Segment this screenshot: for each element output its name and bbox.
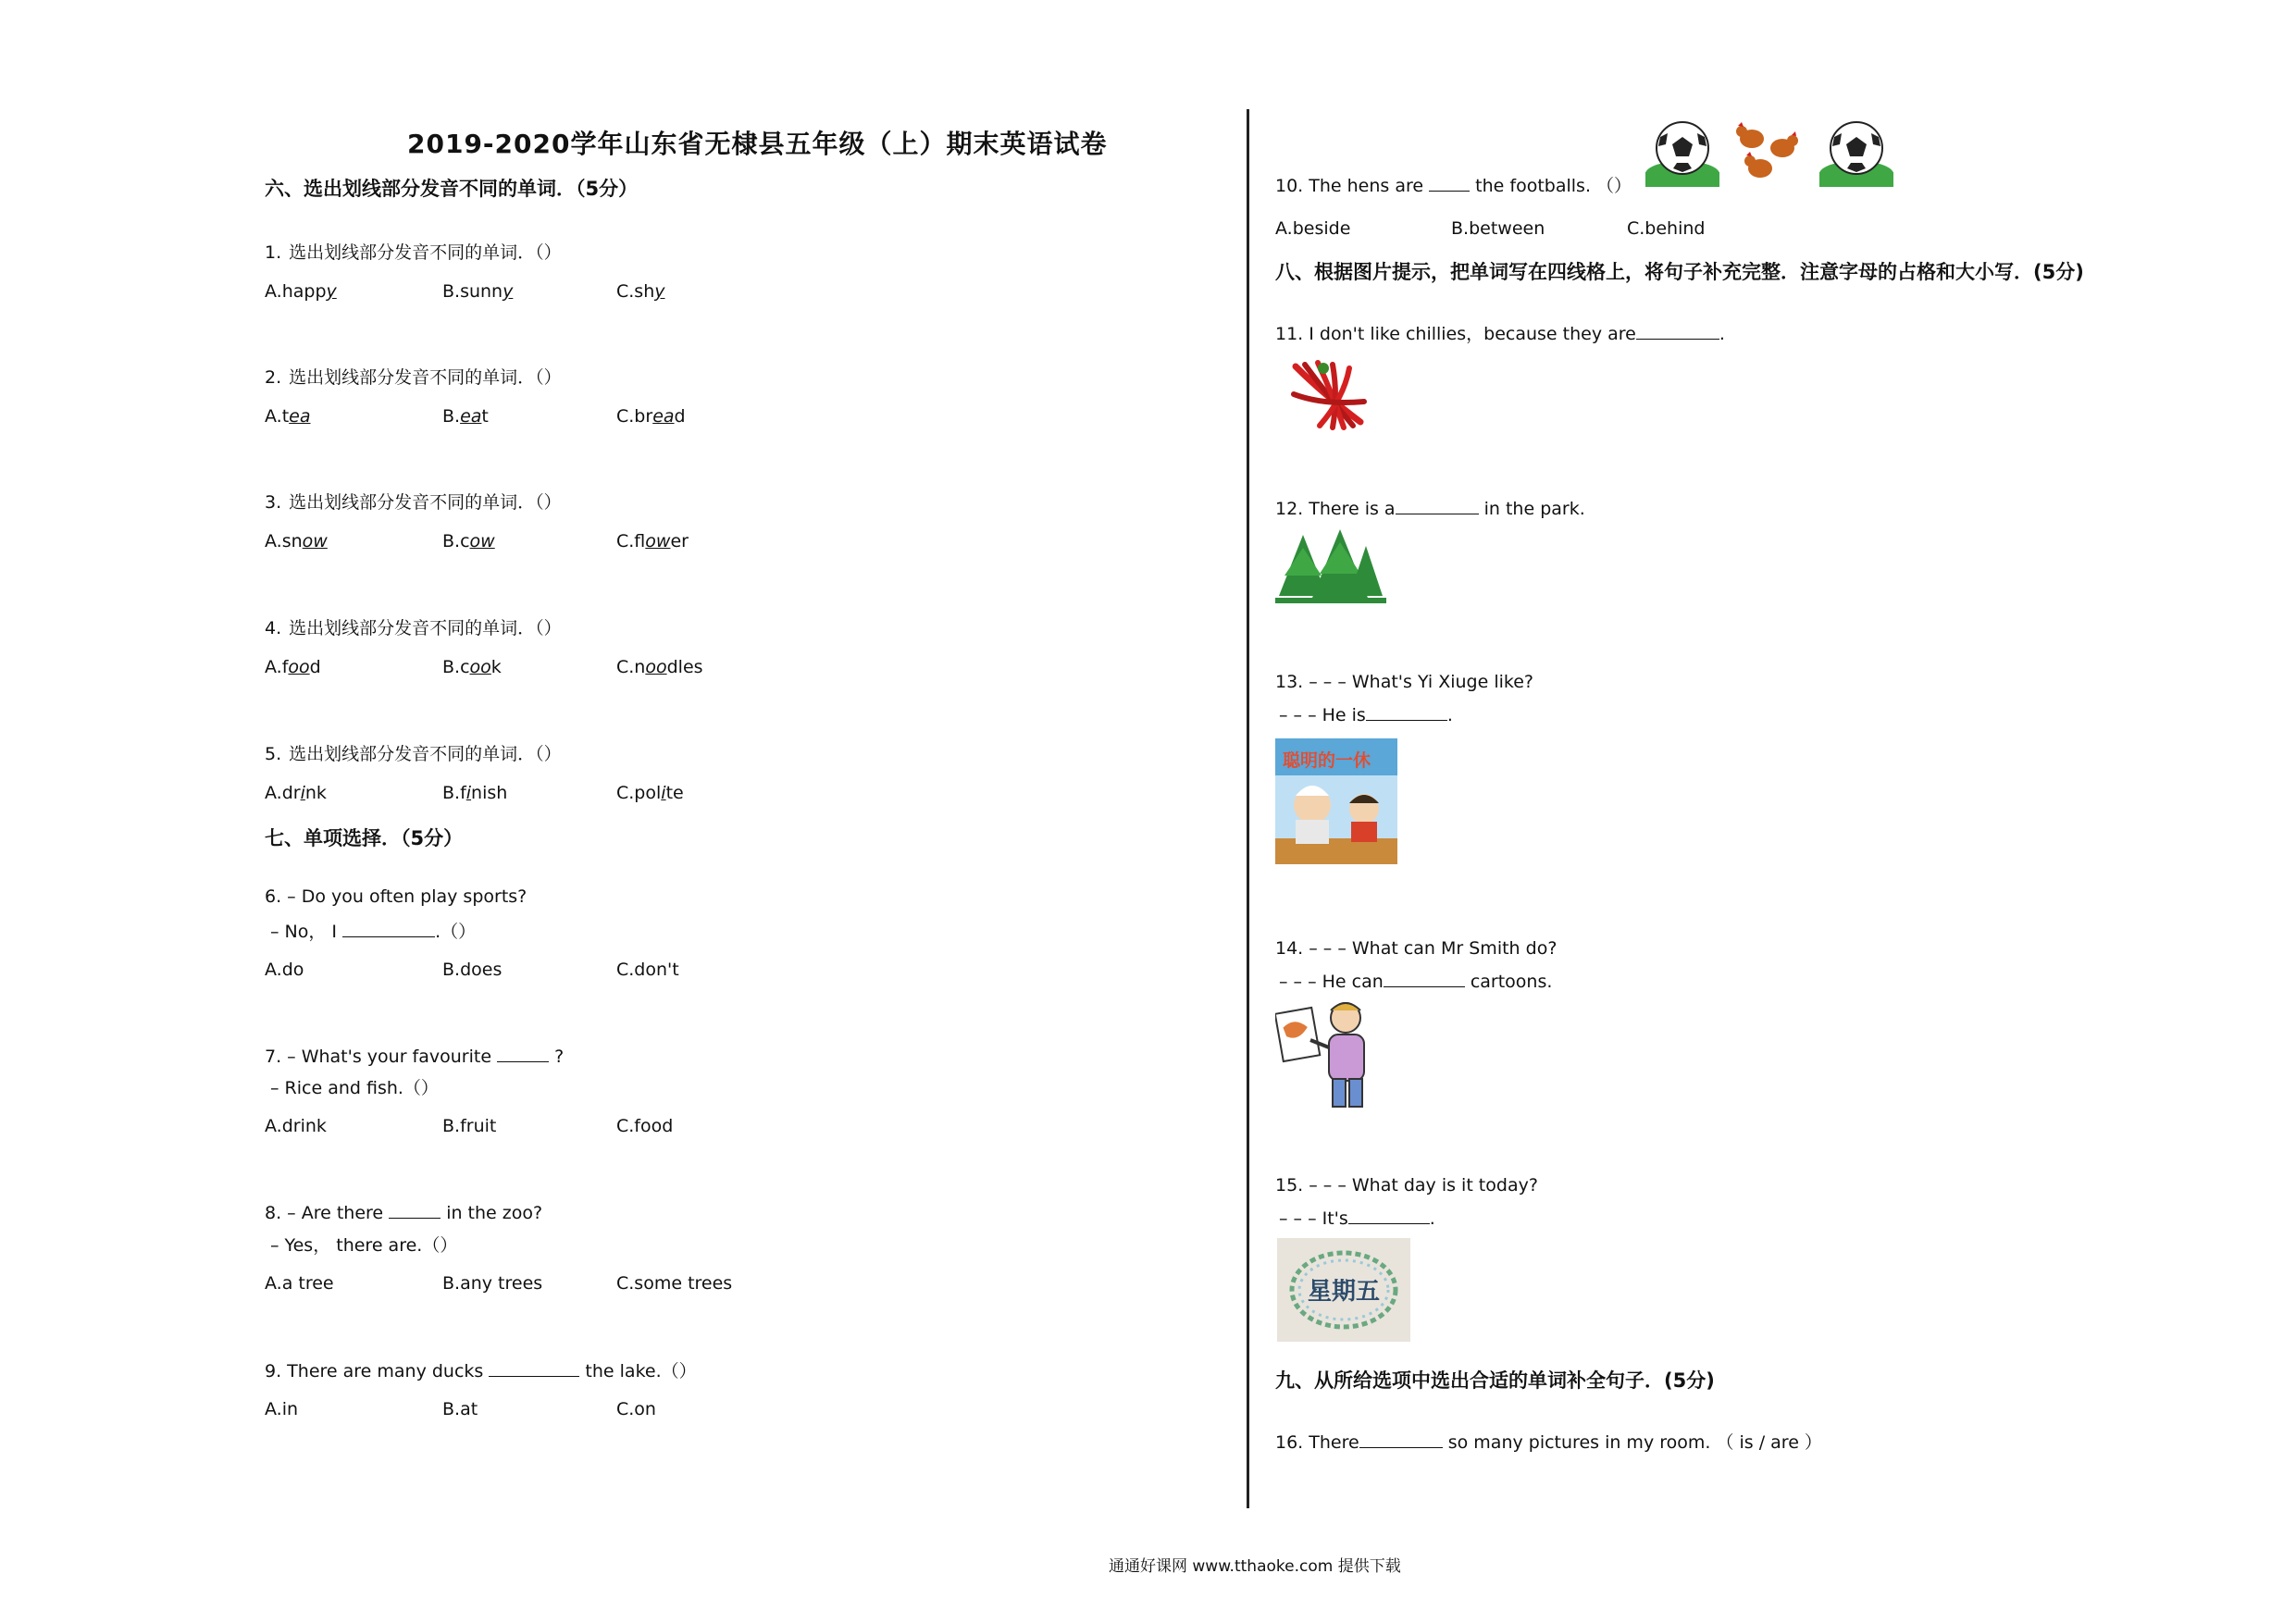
question-stem: 选出划线部分发音不同的单词．（） xyxy=(289,242,562,263)
phonics-q4-option-a[interactable] xyxy=(265,657,321,677)
q6-blank[interactable] xyxy=(342,919,435,937)
q9-blank[interactable] xyxy=(489,1358,579,1377)
word-part: te xyxy=(665,783,684,803)
q8-line2: – Yes， there are.（） xyxy=(270,1235,458,1256)
underlined-letters: ea xyxy=(460,406,482,427)
q14-blank[interactable] xyxy=(1384,969,1465,987)
section-8-heading: 八、根据图片提示，把单词写在四线格上，将句子补充完整．注意字母的占格和大小写．(5分) xyxy=(1275,261,2084,283)
q11-blank[interactable] xyxy=(1636,321,1719,340)
q11-line: 11. I don't like chillies，because they are . xyxy=(1275,320,1725,345)
q10-blank[interactable] xyxy=(1429,173,1470,192)
underlined-letters: i xyxy=(661,783,666,803)
q13-blank[interactable] xyxy=(1366,702,1447,721)
q10-line1: 10. The hens are the footballs. （） xyxy=(1275,172,1632,197)
word-part: k xyxy=(490,657,502,677)
phonics-q1-option-c[interactable] xyxy=(616,281,665,302)
q13-line2: – – – He is . xyxy=(1279,702,1453,725)
phonics-q5-option-b[interactable] xyxy=(442,783,507,803)
phonics-q2-stem xyxy=(265,364,562,389)
question-stem: 选出划线部分发音不同的单词．（） xyxy=(289,744,562,764)
underlined-letters: oo xyxy=(469,657,491,677)
q12-blank[interactable] xyxy=(1396,496,1479,514)
q8-option-a[interactable]: A.a tree xyxy=(265,1273,334,1294)
word-part: B. xyxy=(442,406,461,427)
word-part: C.sh xyxy=(616,281,655,302)
word-part: C.pol xyxy=(616,783,662,803)
underlined-letters: y xyxy=(326,281,337,302)
q16-blank[interactable] xyxy=(1359,1430,1443,1448)
section-7-heading: 七、单项选择．（5分） xyxy=(265,827,464,849)
hen-icon xyxy=(1736,122,1798,178)
q10-option-c[interactable]: C.behind xyxy=(1627,218,1706,239)
word-part: C.fl xyxy=(616,531,646,551)
q7-blank[interactable] xyxy=(497,1044,549,1062)
word-part: B.c xyxy=(442,531,470,551)
question-stem: 选出划线部分发音不同的单词．（） xyxy=(289,492,562,513)
q9-option-b[interactable]: B.at xyxy=(442,1399,478,1419)
q15-line1: 15. – – – What day is it today? xyxy=(1275,1175,1538,1196)
word-part: C.br xyxy=(616,406,653,427)
football-hens-picture xyxy=(1645,117,1895,189)
q10-option-b[interactable]: B.between xyxy=(1451,218,1545,239)
underlined-letters: y xyxy=(654,281,665,302)
underlined-letters: y xyxy=(503,281,514,302)
artist-icon xyxy=(1275,1003,1364,1107)
phonics-q5-option-a[interactable] xyxy=(265,783,327,803)
phonics-q3-option-a[interactable] xyxy=(265,531,328,551)
artist-picture xyxy=(1275,997,1375,1110)
word-part: A.t xyxy=(265,406,290,427)
q8-line1: 8. – Are there in the zoo? xyxy=(265,1200,542,1223)
word-part: er xyxy=(670,531,689,551)
chili-icon xyxy=(1294,363,1364,427)
q8-option-c[interactable]: C.some trees xyxy=(616,1273,733,1294)
phonics-q1-option-a[interactable] xyxy=(265,281,337,302)
column-divider xyxy=(1247,109,1249,1508)
phonics-q1-stem xyxy=(265,239,562,264)
question-stem: 选出划线部分发音不同的单词．（） xyxy=(289,618,562,638)
tree-picture xyxy=(1275,529,1386,605)
question-number: 5. xyxy=(265,744,282,764)
underlined-letters: ow xyxy=(645,531,671,551)
underlined-letters: ow xyxy=(302,531,328,551)
question-number: 4. xyxy=(265,618,282,638)
phonics-q2-option-c[interactable] xyxy=(616,406,686,427)
football-icon xyxy=(1819,122,1893,187)
underlined-letters: i xyxy=(465,783,472,803)
q14-line2: – – – He can cartoons. xyxy=(1279,969,1552,992)
phonics-q3-option-c[interactable] xyxy=(616,531,689,551)
tree-icon xyxy=(1275,529,1386,603)
question-number: 3. xyxy=(265,492,282,513)
phonics-q5-stem xyxy=(265,740,562,765)
q7-option-b[interactable]: B.fruit xyxy=(442,1116,497,1136)
q6-option-c[interactable]: C.don't xyxy=(616,960,679,980)
question-number: 2. xyxy=(265,367,282,388)
word-part: A.sn xyxy=(265,531,303,551)
section-6-heading: 六、选出划线部分发音不同的单词．（5分） xyxy=(265,178,639,200)
q8-option-b[interactable]: B.any trees xyxy=(442,1273,543,1294)
q6-option-b[interactable]: B.does xyxy=(442,960,503,980)
underlined-letters: oo xyxy=(645,657,667,677)
yi-xiuge-picture xyxy=(1275,738,1397,864)
underlined-letters: ea xyxy=(652,406,675,427)
word-part: d xyxy=(674,406,686,427)
word-part: A.f xyxy=(265,657,289,677)
q9-option-c[interactable]: C.on xyxy=(616,1399,656,1419)
q16-line: 16. There so many pictures in my room. （ is / are ） xyxy=(1275,1429,1822,1454)
football-icon xyxy=(1645,122,1719,187)
phonics-q2-option-a[interactable] xyxy=(265,406,311,427)
q6-option-a[interactable]: A.do xyxy=(265,960,304,980)
underlined-letters: oo xyxy=(288,657,310,677)
underlined-letters: ea xyxy=(289,406,311,427)
q7-option-c[interactable]: C.food xyxy=(616,1116,674,1136)
word-part: nk xyxy=(304,783,327,803)
q15-blank[interactable] xyxy=(1348,1206,1430,1224)
q6-line2: – No， I .（） xyxy=(270,918,476,943)
phonics-q4-stem xyxy=(265,614,562,639)
word-part: d xyxy=(309,657,321,677)
phonics-q3-stem xyxy=(265,489,562,514)
phonics-q5-option-c[interactable] xyxy=(616,783,684,803)
q14-line1: 14. – – – What can Mr Smith do? xyxy=(1275,938,1558,959)
page-title: 2019-2020学年山东省无棣县五年级（上）期末英语试卷 xyxy=(407,129,1108,159)
friday-picture xyxy=(1277,1238,1410,1342)
phonics-q4-option-c[interactable] xyxy=(616,657,703,677)
word-part: C.n xyxy=(616,657,646,677)
q9-option-a[interactable]: A.in xyxy=(265,1399,299,1419)
word-part: B.c xyxy=(442,657,470,677)
question-stem: 选出划线部分发音不同的单词．（） xyxy=(289,367,562,388)
friday-text: 星期五 xyxy=(1307,1278,1381,1306)
q9-line1: 9. There are many ducks the lake.（） xyxy=(265,1357,697,1382)
q13-line1: 13. – – – What's Yi Xiuge like? xyxy=(1275,672,1533,692)
question-number: 1. xyxy=(265,242,282,263)
cartoon-title-text: 聪明的一休 xyxy=(1283,750,1371,771)
word-part: A.dr xyxy=(265,783,301,803)
q7-option-a[interactable]: A.drink xyxy=(265,1116,327,1136)
q7-line2: – Rice and fish.（） xyxy=(270,1078,439,1098)
chili-picture xyxy=(1286,357,1370,431)
q8-blank[interactable] xyxy=(389,1200,441,1219)
phonics-q3-option-b[interactable] xyxy=(442,531,495,551)
word-part: B.f xyxy=(442,783,466,803)
phonics-q2-option-b[interactable] xyxy=(442,406,489,427)
q12-line: 12. There is a in the park. xyxy=(1275,496,1585,519)
phonics-q1-option-b[interactable] xyxy=(442,281,513,302)
section-9-heading: 九、从所给选项中选出合适的单词补全句子．(5分) xyxy=(1275,1369,1715,1392)
q7-line1: 7. – What's your favourite ? xyxy=(265,1044,564,1067)
word-part: dles xyxy=(666,657,703,677)
word-part: A.happ xyxy=(265,281,327,302)
q6-line1: 6. – Do you often play sports? xyxy=(265,886,527,907)
word-part: B.sunn xyxy=(442,281,503,302)
underlined-letters: ow xyxy=(469,531,495,551)
phonics-q4-option-b[interactable] xyxy=(442,657,502,677)
word-part: t xyxy=(481,406,489,427)
footer-credit: 通通好课网 www.tthaoke.com 提供下载 xyxy=(1109,1557,1401,1576)
q15-line2: – – – It's . xyxy=(1279,1206,1435,1229)
q10-option-a[interactable]: A.beside xyxy=(1275,218,1351,239)
underlined-letters: i xyxy=(300,783,305,803)
word-part: nish xyxy=(471,783,508,803)
